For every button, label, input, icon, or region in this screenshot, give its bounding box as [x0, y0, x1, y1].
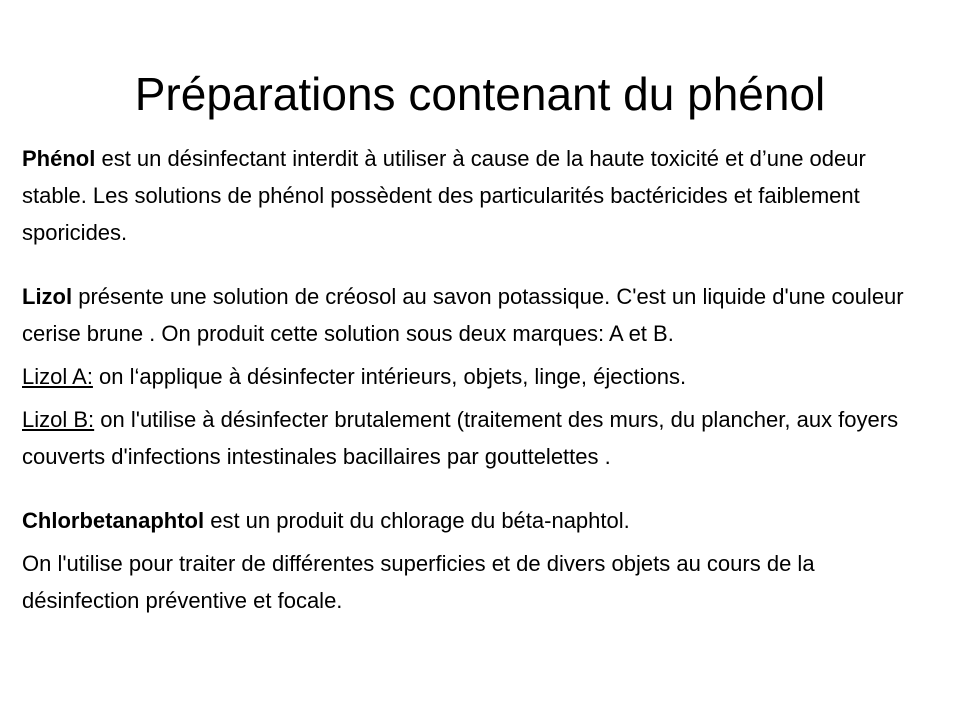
paragraph-lizol	[22, 278, 934, 352]
term-lizol-a: Lizol A:	[22, 364, 93, 389]
text-phenol: est un désinfectant interdit à utiliser à cause de la haute toxicité et d’une odeur stable. Les solutions de phénol possèdent des particularités bactéricides et faiblement sporicides.	[22, 146, 866, 245]
paragraph-usage: On l'utilise pour traiter de différentes superficies et de divers objets au cours de la désinfection préventive et focale.	[22, 551, 815, 613]
text-lizol-a: on l‘applique à désinfecter intérieurs, objets, linge, éjections.	[92, 364, 687, 389]
term-lizol: Lizol	[22, 284, 73, 309]
text-chlorbetanaphtol: est un produit du chlorage du béta-naphtol.	[204, 508, 630, 533]
paragraph-lizol-b	[22, 401, 934, 475]
text-lizol: présente une solution de créosol au savon potassique. C'est un liquide d'une couleur cerise brune . On produit cette solution sous deux marques: A et B.	[22, 284, 904, 346]
term-lizol-b: Lizol B:	[22, 407, 95, 432]
slide-body	[22, 140, 934, 619]
paragraph-phenol	[22, 140, 934, 251]
slide-title: Préparations contenant du phénol	[134, 68, 826, 120]
term-chlorbetanaphtol: Chlorbetanaphtol	[22, 508, 205, 533]
paragraph-lizol-a	[22, 358, 934, 395]
term-phenol: Phénol	[22, 146, 96, 171]
text-lizol-b: on l'utilise à désinfecter brutalement (traitement des murs, du plancher, aux foyers couverts d'infections intestinales bacillaires par gouttelettes .	[22, 407, 899, 469]
paragraph-chlorbetanaphtol	[22, 502, 934, 539]
